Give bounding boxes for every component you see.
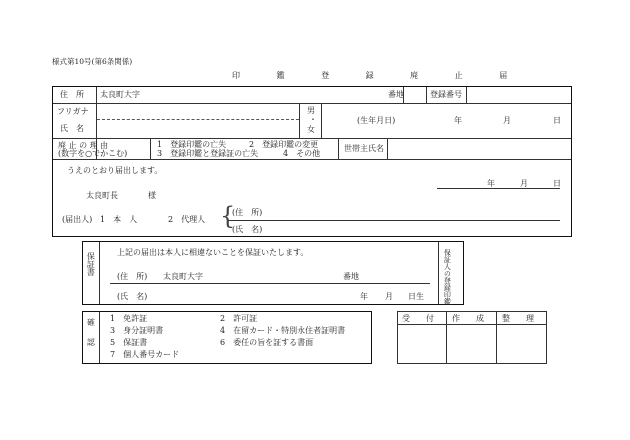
confirm-item-7[interactable]: 7 個人番号カード: [110, 350, 180, 359]
date-month-label: 月: [520, 179, 528, 188]
date-day-label: 日: [553, 179, 561, 188]
office-seiri: 整 理: [502, 314, 534, 323]
guarantor-address-label: (住 所): [117, 272, 148, 281]
guarantor-birth-label: 日生: [408, 292, 424, 301]
confirm-item-4[interactable]: 4 在留カード・特別永住者証明書: [220, 326, 346, 335]
confirm-side-label: 確認: [86, 318, 96, 358]
guarantor-banchi-label: 番地: [343, 272, 359, 281]
guarantor-month-label: 月: [385, 292, 393, 301]
address-label: 住 所: [60, 90, 84, 99]
divider: [338, 139, 339, 159]
divider: [496, 311, 497, 364]
birth-year-label: 年: [454, 116, 462, 125]
sex-separator: ・: [309, 115, 317, 124]
brace-icon: {: [220, 202, 236, 230]
sex-female[interactable]: 女: [307, 125, 315, 134]
applicant-proxy[interactable]: 2 代理人: [168, 215, 206, 224]
guarantor-name-label: (氏 名): [117, 292, 148, 301]
office-sakusei: 作 成: [452, 314, 484, 323]
divider: [426, 87, 427, 103]
registration-number-input[interactable]: [467, 87, 571, 103]
proxy-name-label: (氏 名): [232, 225, 263, 234]
reason-option-3[interactable]: 3 登録印鑑と登録証の亡失: [157, 149, 259, 158]
divider: [99, 242, 100, 304]
householder-input[interactable]: [388, 139, 571, 159]
guarantor-address-value: 太良町大字: [163, 272, 203, 281]
guarantor-seal-label: 保証人の登録印鑑: [443, 249, 452, 305]
registration-number-label: 登録番号: [430, 90, 462, 99]
divider: [446, 311, 447, 364]
divider: [299, 104, 300, 138]
birth-day-label: 日: [553, 116, 561, 125]
proxy-address-line: [228, 220, 560, 221]
address-value: 太良町大字: [100, 90, 140, 99]
name-label: 氏 名: [60, 124, 84, 133]
reason-option-1[interactable]: 1 登録印鑑の亡失: [157, 140, 227, 149]
divider: [321, 104, 322, 138]
guarantee-text: 上記の届出は本人に相違ないことを保証いたします。: [117, 248, 309, 257]
date-year-label: 年: [487, 179, 495, 188]
form-number: 様式第10号(第6条関係): [52, 57, 133, 66]
reason-option-4[interactable]: 4 その他: [283, 149, 321, 158]
furigana-label: フリガナ: [57, 107, 89, 116]
birthdate-label: (生年月日): [357, 116, 396, 125]
declaration-text: うえのとおり届出します。: [67, 166, 163, 175]
office-header-divider: [397, 324, 547, 325]
confirm-item-5[interactable]: 5 保証書: [110, 338, 148, 347]
reason-option-2[interactable]: 2 登録印鑑の変更: [249, 140, 319, 149]
confirm-item-6[interactable]: 6 委任の旨を証する書面: [220, 338, 314, 347]
reason-label: 廃 止 の 理 由: [58, 141, 109, 150]
guarantee-side-label: 保証書: [86, 252, 96, 276]
honorific: 様: [148, 191, 156, 200]
applicant-label: (届出人): [62, 215, 93, 224]
mayor-label: 太良町長: [86, 191, 118, 200]
reason-note: (数字を○でかこむ): [58, 149, 128, 158]
form-title: 印 鑑 登 録 廃 止 届: [232, 71, 525, 80]
householder-label: 世帯主氏名: [344, 144, 384, 153]
divider: [403, 87, 404, 103]
banchi-label: 番地: [388, 90, 404, 99]
guarantor-year-label: 年: [360, 292, 368, 301]
divider: [438, 242, 439, 304]
confirm-item-1[interactable]: 1 免許証: [110, 314, 148, 323]
proxy-address-label: (住 所): [232, 208, 263, 217]
confirm-item-3[interactable]: 3 身分証明書: [110, 326, 164, 335]
divider: [99, 312, 100, 363]
confirm-item-2[interactable]: 2 許可証: [220, 314, 258, 323]
date-underline: [437, 188, 560, 189]
sex-male[interactable]: 男: [307, 106, 315, 115]
divider: [150, 139, 151, 159]
birth-month-label: 月: [503, 116, 511, 125]
name-input[interactable]: [97, 104, 299, 138]
row-divider: [53, 159, 571, 160]
office-uketsuke: 受 付: [402, 314, 434, 323]
applicant-self[interactable]: 1 本 人: [100, 215, 138, 224]
guarantor-address-line: [110, 283, 430, 284]
